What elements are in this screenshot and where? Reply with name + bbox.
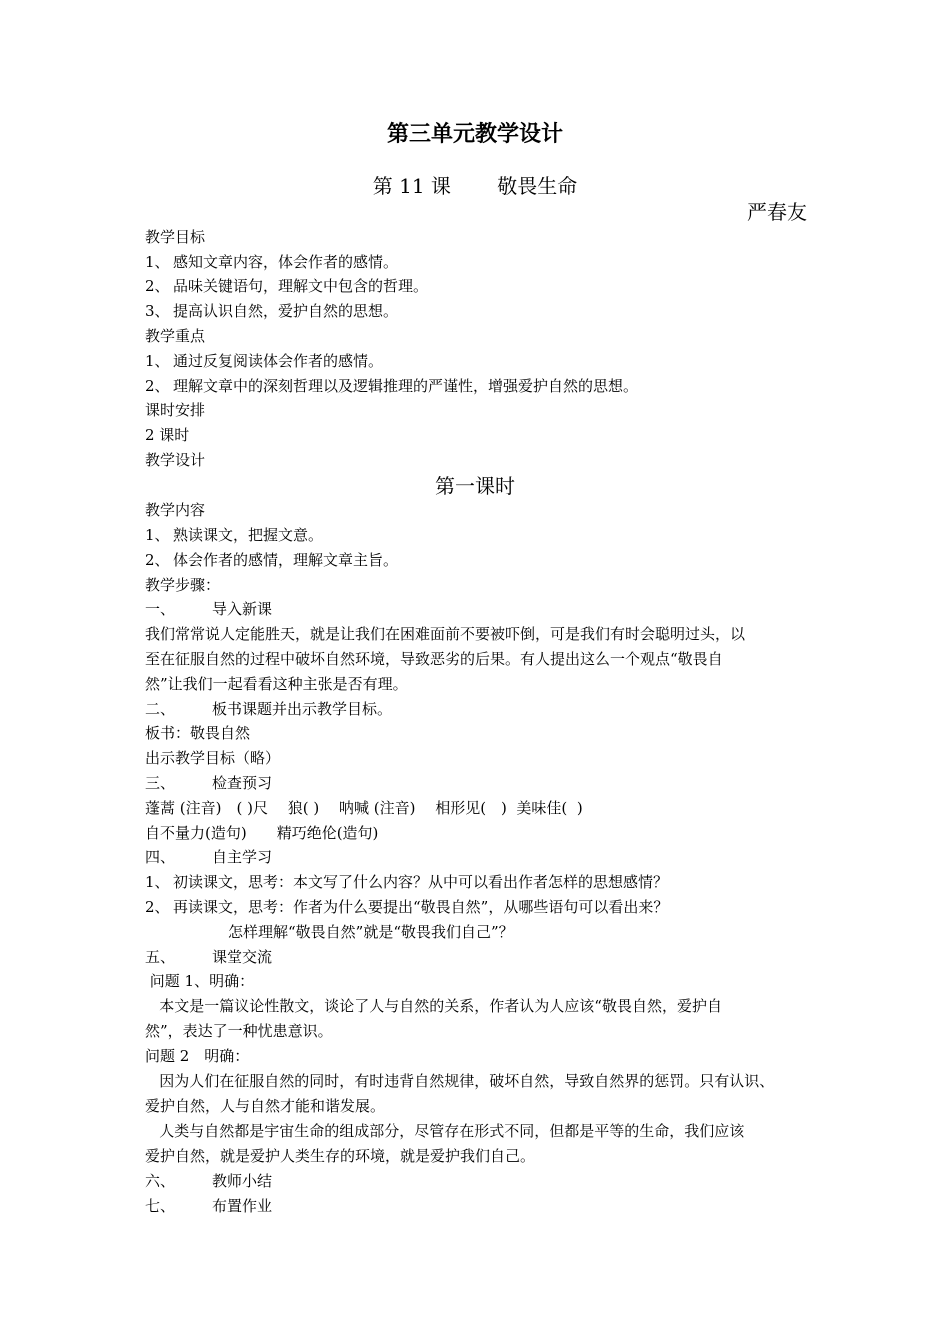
content-item <box>145 548 398 573</box>
step-number: 五、 <box>145 948 176 966</box>
item-text: 熟读课文，把握文意。 <box>173 526 324 544</box>
board-text: 板书：敬畏自然 <box>145 724 251 742</box>
step-title: 布置作业 <box>212 1197 273 1215</box>
key-point-item <box>145 374 638 399</box>
paragraph-line: 本文是一篇议论性散文，谈论了人与自然的关系，作者认为人应该“敬畏自然，爱护自 <box>145 997 722 1015</box>
step-title: 教师小结 <box>212 1172 273 1190</box>
item-text: 初读课文，思考：本文写了什么内容？从中可以看出作者怎样的思想感情？ <box>173 873 669 891</box>
paragraph-line: 然”让我们一起看看这种主张是否有理。 <box>145 675 408 693</box>
item-number: 3、 <box>145 302 170 320</box>
step-number: 四、 <box>145 848 176 866</box>
item-number: 2、 <box>145 898 170 916</box>
question-label: 问题 2 明确： <box>145 1047 250 1065</box>
step-heading <box>145 597 272 622</box>
schedule-value: 2 课时 <box>145 426 190 444</box>
study-item <box>145 870 668 895</box>
content-heading: 教学内容 <box>145 501 206 519</box>
item-number: 2、 <box>145 551 170 569</box>
paragraph-line: 因为人们在征服自然的同时，有时违背自然规律，破坏自然，导致自然界的惩罚。只有认识、 <box>145 1072 775 1090</box>
content-item <box>145 523 323 548</box>
steps-heading: 教学步骤： <box>145 576 221 594</box>
step-heading <box>145 697 392 722</box>
step-title: 板书课题并出示教学目标。 <box>212 700 393 718</box>
show-goals-text: 出示教学目标（略） <box>145 749 281 767</box>
study-extra: 怎样理解“敬畏自然”就是“敬畏我们自己”？ <box>228 923 514 941</box>
paragraph-line: 我们常常说人定能胜天，就是让我们在困难面前不要被吓倒，可是我们有时会聪明过头，以 <box>145 625 746 643</box>
paragraph-line: 人类与自然都是宇宙生命的组成部分，尽管存在形式不同，但都是平等的生命，我们应该 <box>145 1122 745 1140</box>
item-text: 再读课文，思考：作者为什么要提出“敬畏自然”，从哪些语句可以看出来？ <box>173 898 669 916</box>
item-number: 1、 <box>145 253 170 271</box>
paragraph-line: 然”，表达了一种忧患意识。 <box>145 1022 333 1040</box>
step-number: 二、 <box>145 700 176 718</box>
item-number: 1、 <box>145 873 170 891</box>
key-points-heading: 教学重点 <box>145 327 206 345</box>
step-title: 导入新课 <box>212 600 273 618</box>
step-number: 一、 <box>145 600 176 618</box>
step-heading <box>145 1194 272 1219</box>
paragraph-line: 至在征服自然的过程中破坏自然环境，导致恶劣的后果。有人提出这么一个观点“敬畏自 <box>145 650 723 668</box>
lesson-title: 第 11 课 敬畏生命 <box>372 174 578 198</box>
objective-item <box>145 299 398 324</box>
step-title: 自主学习 <box>212 848 273 866</box>
paragraph-line: 爱护自然，就是爱护人类生存的环境，就是爱护我们自己。 <box>145 1147 536 1165</box>
item-number: 1、 <box>145 526 170 544</box>
item-text: 理解文章中的深刻哲理以及逻辑推理的严谨性，增强爱护自然的思想。 <box>173 377 639 395</box>
item-text: 感知文章内容，体会作者的感情。 <box>173 253 399 271</box>
step-number: 七、 <box>145 1197 176 1215</box>
key-point-item <box>145 349 383 374</box>
period-heading: 第一课时 <box>435 474 515 498</box>
design-heading: 教学设计 <box>145 451 206 469</box>
step-title: 课堂交流 <box>212 948 273 966</box>
author-name: 严春友 <box>747 200 807 224</box>
step-number: 六、 <box>145 1172 176 1190</box>
step-title: 检查预习 <box>212 774 273 792</box>
study-item <box>145 895 668 920</box>
preview-line: 自不量力(造句) 精巧绝伦(造句) <box>145 824 379 842</box>
question-label: 问题 1、明确： <box>145 972 255 990</box>
step-heading <box>145 945 272 970</box>
objectives-heading: 教学目标 <box>145 228 206 246</box>
step-heading <box>145 771 272 796</box>
item-text: 品味关键语句，理解文中包含的哲理。 <box>173 277 429 295</box>
paragraph-line: 爱护自然，人与自然才能和谐发展。 <box>145 1097 386 1115</box>
step-number: 三、 <box>145 774 176 792</box>
item-text: 体会作者的感情，理解文章主旨。 <box>173 551 399 569</box>
preview-line: 蓬蒿 (注音) ( )尺 狼( ) 呐喊 (注音) 相形见( ) 美味佳( ) <box>145 799 583 817</box>
step-heading <box>145 845 272 870</box>
item-number: 2、 <box>145 277 170 295</box>
document-title: 第三单元教学设计 <box>386 122 563 147</box>
objective-item <box>145 274 428 299</box>
item-text: 通过反复阅读体会作者的感情。 <box>173 352 384 370</box>
step-heading <box>145 1169 272 1194</box>
item-number: 1、 <box>145 352 170 370</box>
item-text: 提高认识自然，爱护自然的思想。 <box>173 302 399 320</box>
item-number: 2、 <box>145 377 170 395</box>
objective-item <box>145 250 398 275</box>
schedule-heading: 课时安排 <box>145 401 206 419</box>
